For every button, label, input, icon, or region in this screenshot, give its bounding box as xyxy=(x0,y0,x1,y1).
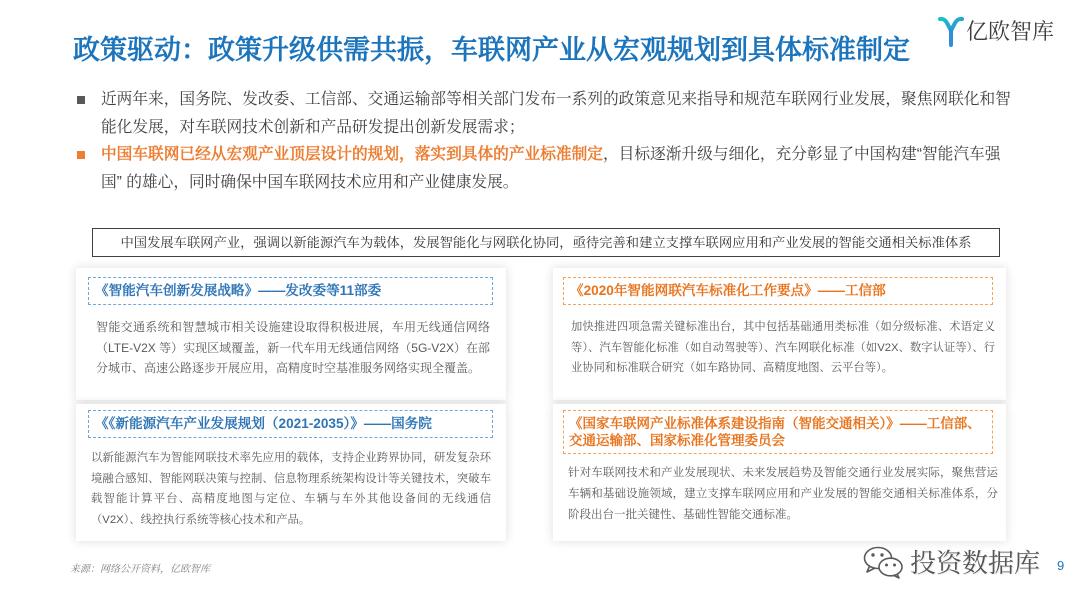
policy-card xyxy=(76,404,506,541)
watermark-text: 投资数据库 xyxy=(910,548,1041,578)
slide-title: 政策驱动：政策升级供需共振，车联网产业从宏观规划到具体标准制定 xyxy=(73,35,910,65)
bullet-item xyxy=(77,86,1017,141)
source-note: 来源：网络公开资料，亿欧智库 xyxy=(70,564,210,575)
bullet-rest-text: ，目标逐渐升级与细化，充分彰显了中国构建“智能汽车强国” 的雄心，同时确保中国车联网技术应用和产业健康发展。 xyxy=(101,146,1001,191)
card-heading: 《智能汽车创新发展战略》——发改委等11部委 xyxy=(88,277,493,305)
square-bullet-icon xyxy=(77,96,85,104)
summary-banner xyxy=(92,228,1000,257)
card-body: 以新能源汽车为智能网联技术率先应用的载体，支持企业跨界协同，研发复杂环境融合感知、智能网联决策与控制、信息物理系统架构设计等关键技术，突破车载智能计算平台、高精度地图与定位、车辆与车外其他设备间的无线通信（V2X）、线控执行系统等核心技术和产品。 xyxy=(91,452,491,527)
bullet-list xyxy=(77,86,1017,196)
card-heading: 《《新能源汽车产业发展规划（2021-2035）》——国务院 xyxy=(88,410,493,438)
policy-card xyxy=(553,268,1006,400)
logo-text: 亿欧智库 xyxy=(966,19,1055,44)
banner-text: 中国发展车联网产业，强调以新能源汽车为载体，发展智能化与网联化协同，亟待完善和建立支撑车联网应用和产业发展的智能交通相关标准体系 xyxy=(120,235,972,250)
watermark xyxy=(862,543,1052,583)
policy-card xyxy=(553,404,1006,541)
bullet-highlight: 中国车联网已经从宏观产业顶层设计的规划，落实到具体的产业标准制定 xyxy=(101,146,603,163)
card-body: 智能交通系统和智慧城市相关设施建设取得积极进展，车用无线通信网络（LTE-V2X 等）实现区域覆盖，新一代车用无线通信网络（5G-V2X）在部分城市、高速公路逐步开展应用，高精度时空基准服务网络实现全覆盖。 xyxy=(96,320,490,375)
card-heading: 《2020年智能网联汽车标准化工作要点》——工信部 xyxy=(563,277,993,305)
card-body: 针对车联网技术和产业发展现状、未来发展趋势及智能交通行业发展实际，聚焦营运车辆和基础设施领域，建立支撑车联网应用和产业发展的智能交通相关标准体系，分阶段出台一批关键性、基础性智能交通标准。 xyxy=(568,467,998,521)
bullet-text: 近两年来，国务院、发改委、工信部、交通运输部等相关部门发布一系列的政策意见来指导和规范车联网行业发展，聚焦网联化和智能化发展，对车联网技术创新和产品研发提出创新发展需求； xyxy=(101,91,1011,136)
bullet-item xyxy=(77,141,1017,196)
card-heading: 《国家车联网产业标准体系建设指南（智能交通相关）》——工信部、交通运输部、国家标准化管理委员会 xyxy=(563,410,993,454)
page-number: 9 xyxy=(1057,558,1065,573)
wechat-icon xyxy=(862,545,904,581)
card-body: 加快推进四项急需关键标准出台，其中包括基础通用类标准（如分级标准、术语定义等）、汽车智能化标准（如自动驾驶等）、汽车网联化标准（如V2X、数字认证等）、行业协同和标准联合研究（如车路协同、高精度地图、云平台等）。 xyxy=(571,321,995,374)
square-bullet-icon xyxy=(77,151,85,159)
yiou-logo-icon xyxy=(938,15,964,48)
brand-logo xyxy=(938,15,1062,49)
policy-card xyxy=(76,268,506,400)
bullet-text xyxy=(101,141,1014,196)
